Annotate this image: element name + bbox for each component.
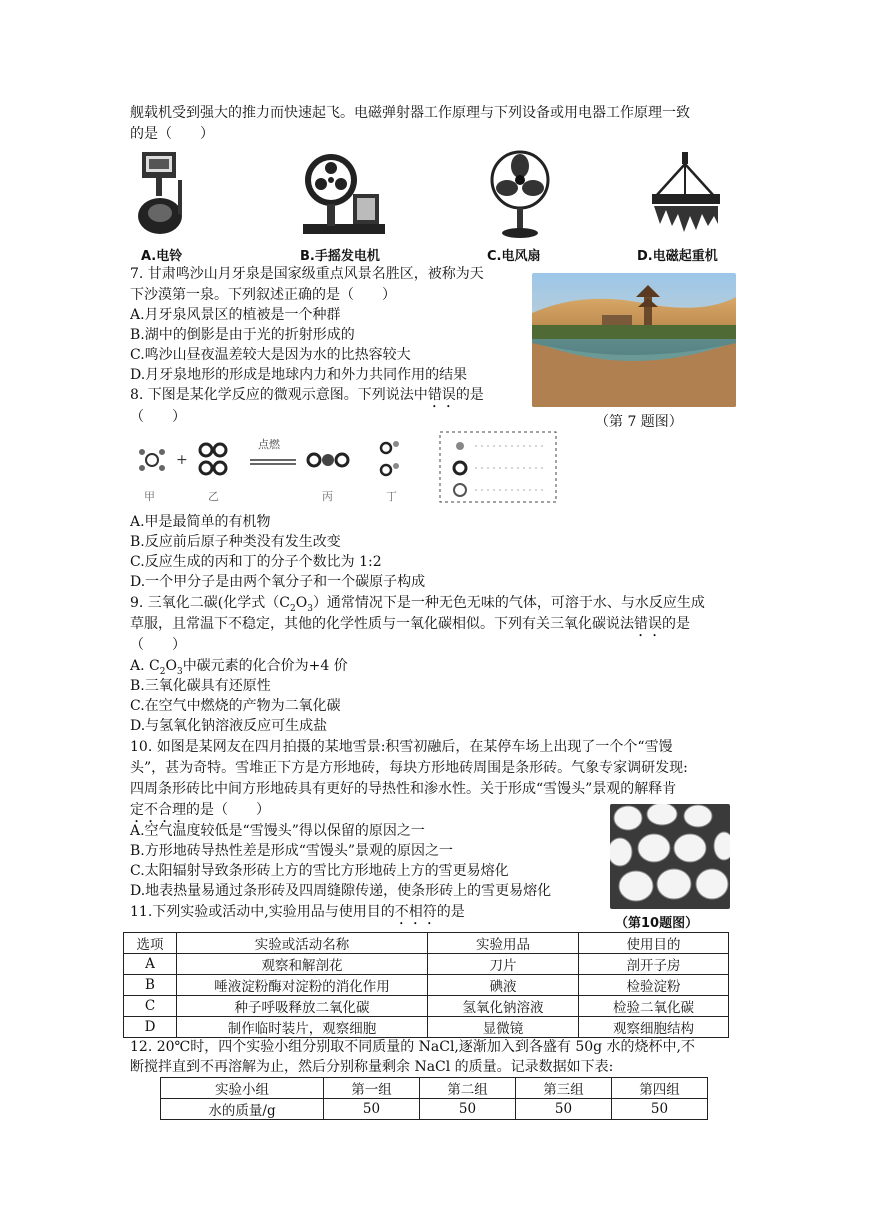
table-row xyxy=(161,1099,708,1120)
q8-option-c: C.反应生成的丙和丁的分子个数比为 1:2 xyxy=(130,554,382,570)
q11-table xyxy=(123,932,729,1038)
q7-figure-caption: （第 7 题图） xyxy=(595,414,683,430)
electric-bell-icon xyxy=(132,150,192,240)
q8-option-d: D.一个甲分子是由两个氧分子和一个碳原子构成 xyxy=(130,574,426,590)
q7-stem-line2: 下沙漠第一泉。下列叙述正确的是（ ） xyxy=(130,287,396,303)
table-cell: 检验淀粉 xyxy=(579,975,729,996)
electric-fan-icon xyxy=(488,150,552,240)
table-cell: 检验二氧化碳 xyxy=(579,996,729,1017)
table-cell: C xyxy=(124,996,177,1017)
table-header: 使用目的 xyxy=(579,933,729,954)
table-header: 实验小组 xyxy=(161,1078,324,1099)
table-cell: 观察细胞结构 xyxy=(579,1017,729,1038)
q10-stem-line3: 四周条形砖比中间方形地砖具有更好的导热性和渗水性。关于形成“雪馒头”景观的解释肯 xyxy=(130,781,677,797)
table-cell: 氢氧化钠溶液 xyxy=(428,996,579,1017)
q9-option-d: D.与氢氧化钠溶液反应可生成盐 xyxy=(130,718,328,734)
q6-option-a: A.电铃 xyxy=(141,249,183,264)
q9-option-c: C.在空气中燃烧的产物为二氧化碳 xyxy=(130,698,341,714)
q10-option-a: A.空气温度较低是“雪馒头”得以保留的原因之一 xyxy=(130,823,425,839)
q7-option-d: D.月牙泉地形的形成是地球内力和外力共同作用的结果 xyxy=(130,367,468,383)
table-row xyxy=(124,1017,729,1038)
table-cell: B xyxy=(124,975,177,996)
table-cell: 50 xyxy=(324,1099,420,1120)
table-cell: 50 xyxy=(612,1099,708,1120)
table-cell: 碘液 xyxy=(428,975,579,996)
q7-option-a: A.月牙泉风景区的植被是一个种群 xyxy=(130,307,341,323)
table-row xyxy=(124,954,729,975)
q12-table xyxy=(160,1077,708,1120)
table-header: 第一组 xyxy=(324,1078,420,1099)
q6-option-b: B.手摇发电机 xyxy=(300,249,380,264)
table-row xyxy=(124,996,729,1017)
table-header: 第三组 xyxy=(516,1078,612,1099)
q7-option-c: C.鸣沙山昼夜温差较大是因为水的比热容较大 xyxy=(130,347,411,363)
q8-answer-paren: （ ） xyxy=(130,409,186,425)
table-row xyxy=(124,975,729,996)
table-cell: D xyxy=(124,1017,177,1038)
table-cell: 观察和解剖花 xyxy=(177,954,428,975)
q7-option-b: B.湖中的倒影是由于光的折射形成的 xyxy=(130,327,355,343)
crescent-spring-photo xyxy=(532,273,736,407)
reaction-condition: 点燃 xyxy=(258,438,280,451)
table-cell: 制作临时装片，观察细胞 xyxy=(177,1017,428,1038)
svg-text:+: + xyxy=(176,452,188,468)
q6-option-d: D.电磁起重机 xyxy=(637,249,718,264)
snow-mantou-photo xyxy=(610,804,730,909)
q9-answer-paren: （ ） xyxy=(130,637,186,653)
table-cell: A xyxy=(124,954,177,975)
label-yi: 乙 xyxy=(208,490,219,503)
q6-option-c: C.电风扇 xyxy=(487,249,541,264)
table-header: 选项 xyxy=(124,933,177,954)
q8-stem: 8. 下图是某化学反应的微观示意图。下列说法中错误的是 xyxy=(130,387,484,403)
label-ding: 丁 xyxy=(386,490,397,503)
q6-stem-line2: 的是（ ） xyxy=(130,126,214,142)
q11-stem: 11.下列实验或活动中,实验用品与使用目的不相符的是 xyxy=(130,904,465,920)
q8-option-a: A.甲是最简单的有机物 xyxy=(130,514,271,530)
table-row xyxy=(124,933,729,954)
q10-stem-line2: 头”，甚为奇特。雪堆正下方是方形地砖，每块方形地砖周围是条形砖。气象专家调研发现: xyxy=(130,760,688,776)
table-header: 实验用品 xyxy=(428,933,579,954)
table-cell: 显微镜 xyxy=(428,1017,579,1038)
table-row xyxy=(161,1078,708,1099)
reaction-diagram xyxy=(130,430,560,508)
table-cell: 水的质量/g xyxy=(161,1099,324,1120)
table-header: 第二组 xyxy=(420,1078,516,1099)
q7-stem-line1: 7. 甘肃鸣沙山月牙泉是国家级重点风景名胜区，被称为天 xyxy=(130,266,484,282)
table-cell: 唾液淀粉酶对淀粉的消化作用 xyxy=(177,975,428,996)
table-cell: 剖开子房 xyxy=(579,954,729,975)
q10-option-c: C.太阳辐射导致条形砖上方的雪比方形地砖上方的雪更易熔化 xyxy=(130,863,509,879)
q12-stem-line1: 12. 20℃时，四个实验小组分别取不同质量的 NaCl,逐渐加入到各盛有 50g 水的烧杯中,不 xyxy=(130,1039,696,1055)
q12-stem-line2: 断搅拌直到不再溶解为止，然后分别称量剩余 NaCl 的质量。记录数据如下表: xyxy=(130,1059,614,1075)
electromagnetic-crane-icon xyxy=(648,150,724,240)
table-header: 第四组 xyxy=(612,1078,708,1099)
table-cell: 50 xyxy=(516,1099,612,1120)
q10-stem-line1: 10. 如图是某网友在四月拍摄的某地雪景:积雪初融后，在某停车场上出现了一个个“雪馒 xyxy=(130,739,673,755)
q6-stem-line1: 舰载机受到强大的推力而快速起飞。电磁弹射器工作原理与下列设备或用电器工作原理一致 xyxy=(130,105,690,121)
label-jia: 甲 xyxy=(144,490,155,503)
q10-option-b: B.方形地砖导热性差是形成“雪馒头”景观的原因之一 xyxy=(130,843,454,859)
label-bing: 丙 xyxy=(322,490,333,503)
q9-stem-line1: 9. 三氧化二碳(化学式$(C_2O_3)$通常情况下是一种无色无味的气体，可溶于水、与水反应生成 xyxy=(130,595,705,614)
q8-option-b: B.反应前后原子种类没有发生改变 xyxy=(130,534,341,550)
table-header: 实验或活动名称 xyxy=(177,933,428,954)
table-cell: 刀片 xyxy=(428,954,579,975)
table-cell: 种子呼吸释放二氧化碳 xyxy=(177,996,428,1017)
q10-stem-line4: 定不合理的是（ ） xyxy=(130,802,270,818)
q9-stem-line2: 草服，且常温下不稳定，其他的化学性质与一氧化碳相似。下列有关三氧化碳说法错误的是 xyxy=(130,616,690,632)
q9-option-b: B.三氧化碳具有还原性 xyxy=(130,678,271,694)
table-cell: 50 xyxy=(420,1099,516,1120)
hand-generator-icon xyxy=(297,150,389,238)
q10-option-d: D.地表热量易通过条形砖及四周缝隙传递，使条形砖上的雪更易熔化 xyxy=(130,883,552,899)
q10-figure-caption: （第10题图） xyxy=(615,916,699,931)
q9-option-a: A. $C_2O_3$中碳元素的化合价为+4 价 xyxy=(130,658,348,677)
